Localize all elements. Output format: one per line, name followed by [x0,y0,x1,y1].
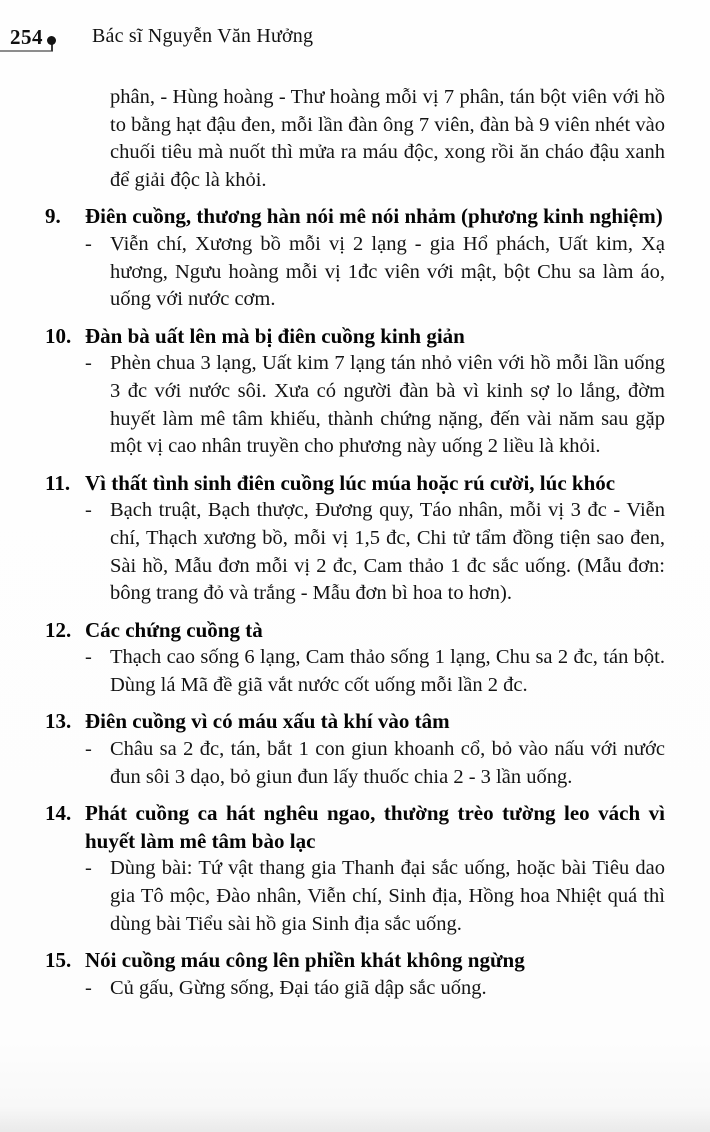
item-heading-row [45,470,665,498]
item-heading: Điên cuồng vì có máu xấu tà khí vào tâm [85,709,450,734]
item-body-text: Bạch truật, Bạch thược, Đương quy, Táo nhân, mỗi vị 3 đc - Viễn chí, Thạch xương bồ, mỗi vị 1,5 đc, Chi tử tẩm đồng tiện sao đen, Sài hồ, Mẫu đơn mỗi vị 2 đc, Cam thảo 1 đc sắc uống. (Mẫu đơn: bông trang đỏ và trắng - Mẫu đơn bì hoa to hơn). [110,499,665,605]
item-number: 13. [45,709,72,734]
item-heading: Điên cuồng, thương hàn nói mê nói nhảm (phương kinh nghiệm) [85,204,663,229]
item-number: 14. [45,801,72,826]
dash-bullet: - [85,646,92,669]
page-number: 254 [10,25,43,49]
remedy-item [45,470,665,608]
remedy-item [45,617,665,700]
item-body-text: Phèn chua 3 lạng, Uất kim 7 lạng tán nhỏ viên với hồ mỗi lần uống 3 đc với nước sôi. Xưa có người đàn bà vì kinh sợ lo lắng, đờm huyết làm mê tâm khiếu, thành chứng nặng, đến vài năm sau gặp một vị cao nhân truyền cho phương này uống 2 liều là khỏi. [110,352,665,458]
item-body-text: Thạch cao sống 6 lạng, Cam thảo sống 1 lạng, Chu sa 2 đc, tán bột. Dùng lá Mã đề giã vắt nước cốt uống mỗi lần 2 đc. [110,646,665,696]
header-rule [0,50,53,52]
item-heading-row [45,203,665,231]
item-body-text: Châu sa 2 đc, tán, bắt 1 con giun khoanh cổ, bỏ vào nấu với nước đun sôi 3 dạo, bỏ giun đun lấy thuốc chia 2 - 3 lần uống. [110,738,665,788]
remedy-item [45,323,665,461]
item-heading-row [45,617,665,645]
item-number: 10. [45,323,72,348]
page-header [0,0,710,70]
dash-bullet: - [85,499,92,522]
remedy-item [45,800,665,938]
item-heading-row [45,947,665,975]
item-number: 9. [45,204,61,229]
item-body-row [85,975,665,1003]
remedy-item [45,947,665,1002]
dash-bullet: - [85,232,92,255]
item-body-row [85,350,665,460]
running-head-author: Bác sĩ Nguyễn Văn Hưởng [92,25,314,47]
item-body-row [85,644,665,699]
continued-paragraph: phân, - Hùng hoàng - Thư hoàng mỗi vị 7 phân, tán bột viên với hồ to bằng hạt đậu đen, mỗi lần đàn ông 7 viên, đàn bà 9 viên nhét vào chuối tiêu mà nuốt thì mửa ra máu độc, xong rồi ăn cháo đậu xanh để giải độc là khỏi. [110,86,665,191]
page-body [0,84,710,1002]
dot-ornament-icon [47,36,56,45]
dash-bullet: - [85,976,92,999]
remedy-item [45,708,665,791]
item-body-row [85,231,665,314]
item-heading: Nói cuồng máu công lên phiền khát không ngừng [85,948,525,973]
item-body-row [85,855,665,938]
item-body-text: Củ gấu, Gừng sống, Đại táo giã dập sắc uống. [110,976,487,999]
item-heading-row [45,708,665,736]
item-heading: Vì thất tình sinh điên cuồng lúc múa hoặc rú cười, lúc khóc [85,470,616,495]
dash-bullet: - [85,857,92,880]
item-number: 15. [45,948,72,973]
item-heading: Các chứng cuồng tà [85,617,263,642]
item-number: 11. [45,470,71,495]
item-body-text: Viễn chí, Xương bồ mỗi vị 2 lạng - gia Hổ phách, Uất kim, Xạ hương, Ngưu hoàng mỗi vị 1đc viên với mật, bột Chu sa làm áo, uống với nước cơm. [110,232,665,311]
item-heading: Phát cuồng ca hát nghêu ngao, thường trèo tường leo vách vì huyết làm mê tâm bào lạc [85,801,665,853]
item-number: 12. [45,617,72,642]
dash-bullet: - [85,352,92,375]
dash-bullet: - [85,738,92,761]
item-heading-row [45,323,665,351]
item-body-text: Dùng bài: Tứ vật thang gia Thanh đại sắc uống, hoặc bài Tiêu dao gia Tô mộc, Đào nhân, Viễn chí, Sinh địa, Hồng hoa Nhiệt quá thì dùng bài Tiểu sài hồ gia Sinh địa sắc uống. [110,857,665,935]
item-body-row [85,497,665,607]
item-heading-row [45,800,665,855]
remedy-item [45,203,665,313]
item-body-row [85,736,665,791]
item-heading: Đàn bà uất lên mà bị điên cuồng kinh giản [85,323,465,348]
